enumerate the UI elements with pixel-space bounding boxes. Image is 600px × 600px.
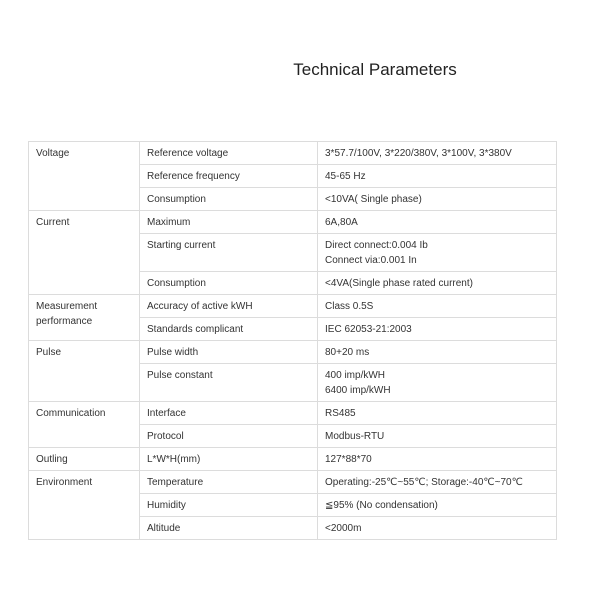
value-line: Direct connect:0.004 Ib [325,240,428,251]
category-label: Communication [36,408,106,419]
param-cell: Pulse constant [140,364,318,402]
param-cell: Consumption [140,188,318,211]
category-environment [29,471,140,540]
value-cell: 3*57.7/100V, 3*220/380V, 3*100V, 3*380V [318,142,557,165]
value-cell: <2000m [318,517,557,540]
category-communication [29,402,140,448]
technical-parameters-table [28,141,557,540]
table-row [29,341,557,364]
value-line: Connect via:0.001 In [325,255,417,266]
param-cell: Reference voltage [140,142,318,165]
value-cell: ≦95% (No condensation) [318,494,557,517]
param-cell: Pulse width [140,341,318,364]
category-label: Current [36,217,70,228]
page-title: Technical Parameters [293,60,457,79]
param-cell: Protocol [140,425,318,448]
category-label: Environment [36,477,93,488]
value-cell: <10VA( Single phase) [318,188,557,211]
value-cell: Class 0.5S [318,295,557,318]
value-cell: 80+20 ms [318,341,557,364]
value-cell: 127*88*70 [318,448,557,471]
param-cell: L*W*H(mm) [140,448,318,471]
value-line: 6400 imp/kWH [325,385,391,396]
param-cell: Starting current [140,234,318,272]
param-cell: Reference frequency [140,165,318,188]
category-outling [29,448,140,471]
category-label: Voltage [36,148,70,159]
category-current [29,211,140,295]
param-cell: Temperature [140,471,318,494]
category-label: Measurement [36,301,98,312]
value-cell: RS485 [318,402,557,425]
value-cell: Operating:-25℃~55℃; Storage:-40℃~70℃ [318,471,557,494]
value-cell [318,364,557,402]
table-row [29,471,557,494]
table-row [29,295,557,318]
param-cell: Altitude [140,517,318,540]
param-cell: Accuracy of active kWH [140,295,318,318]
category-pulse [29,341,140,402]
category-voltage [29,142,140,211]
table-row [29,142,557,165]
value-cell [318,234,557,272]
param-cell: Standards complicant [140,318,318,341]
value-cell: 6A,80A [318,211,557,234]
value-cell: Modbus-RTU [318,425,557,448]
param-cell: Consumption [140,272,318,295]
table-row [29,402,557,425]
param-cell: Interface [140,402,318,425]
category-label: performance [36,316,93,327]
category-label: Outling [36,454,68,465]
table-row [29,448,557,471]
param-cell: Humidity [140,494,318,517]
value-cell: <4VA(Single phase rated current) [318,272,557,295]
value-cell: 45-65 Hz [318,165,557,188]
value-line: 400 imp/kWH [325,370,386,381]
category-label: Pulse [36,347,62,358]
value-cell: IEC 62053-21:2003 [318,318,557,341]
param-cell: Maximum [140,211,318,234]
table-row [29,211,557,234]
category-measurement-performance [29,295,140,341]
